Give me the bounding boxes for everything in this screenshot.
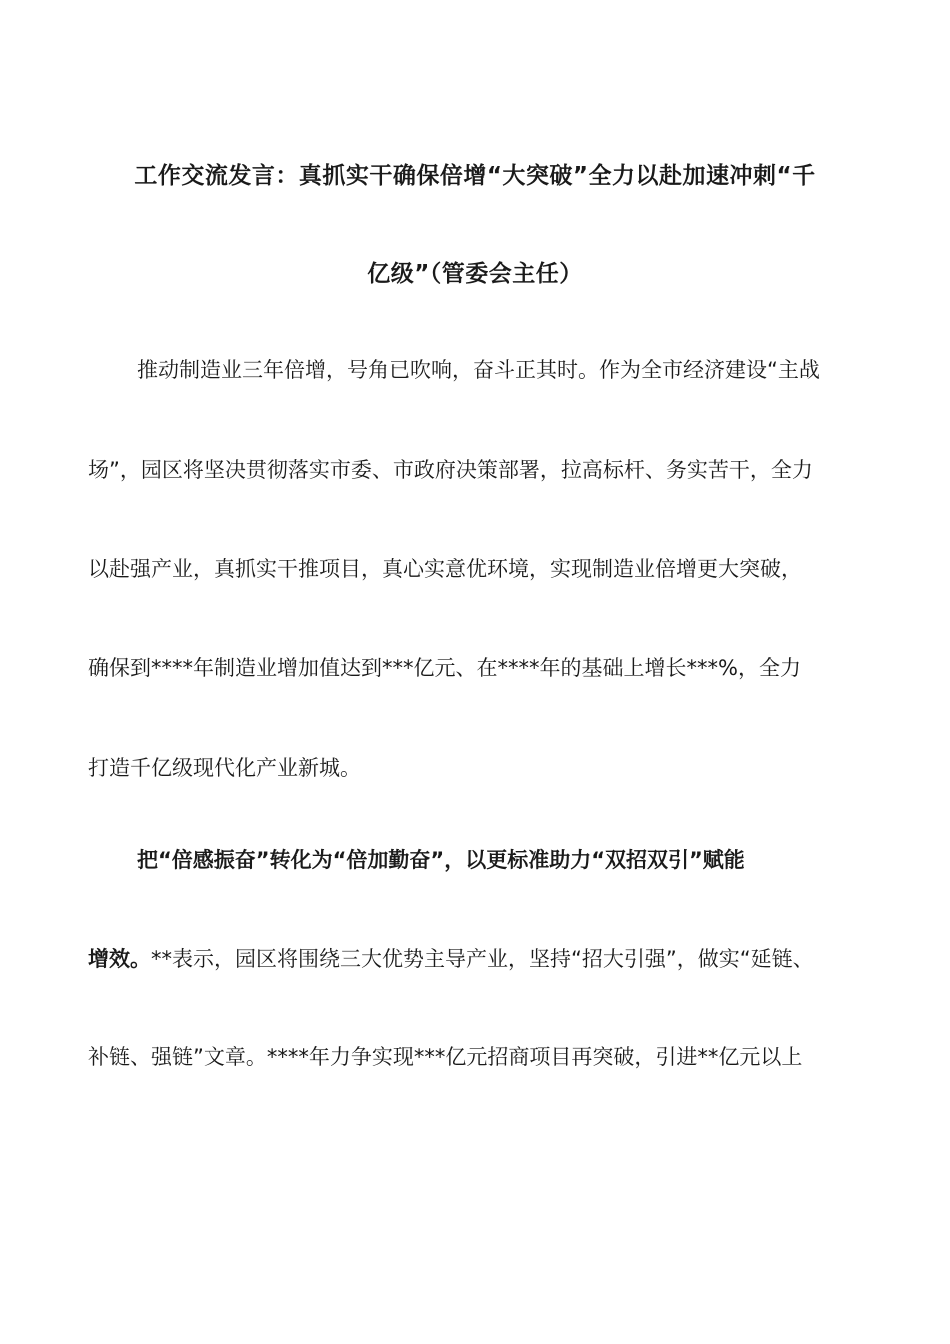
paragraph-1-line-4: 确保到****年制造业增加值达到***亿元、在****年的基础上增长***%，全力 — [88, 656, 801, 680]
paragraph-1-line-3: 以赴强产业，真抓实干推项目，真心实意优环境，实现制造业倍增更大突破， — [88, 557, 802, 581]
paragraph-1-line-5: 打造千亿级现代化产业新城。 — [88, 756, 361, 780]
paragraph-2-body-start: **表示，园区将围绕三大优势主导产业，坚持“招大引强”，做实“延链、 — [151, 947, 814, 971]
paragraph-2-line-3: 补链、强链”文章。****年力争实现***亿元招商项目再突破，引进**亿元以上 — [88, 1045, 803, 1069]
document-title-line-1: 工作交流发言：真抓实干确保倍增“大突破”全力以赴加速冲刺“千 — [134, 163, 816, 189]
document-title-line-2: 亿级”（管委会主任） — [367, 261, 583, 287]
paragraph-1-line-2: 场”，园区将坚决贯彻落实市委、市政府决策部署，拉高标杆、务实苦干，全力 — [88, 458, 813, 482]
paragraph-1-line-1: 推动制造业三年倍增，号角已吹响，奋斗正其时。作为全市经济建设“主战 — [137, 358, 820, 382]
paragraph-2-heading-line-1: 把“倍感振奋”转化为“倍加勤奋”，以更标准助力“双招双引”赋能 — [137, 848, 745, 872]
paragraph-2-line-2 — [88, 934, 862, 984]
paragraph-2-heading-end: 增效。 — [88, 947, 151, 971]
